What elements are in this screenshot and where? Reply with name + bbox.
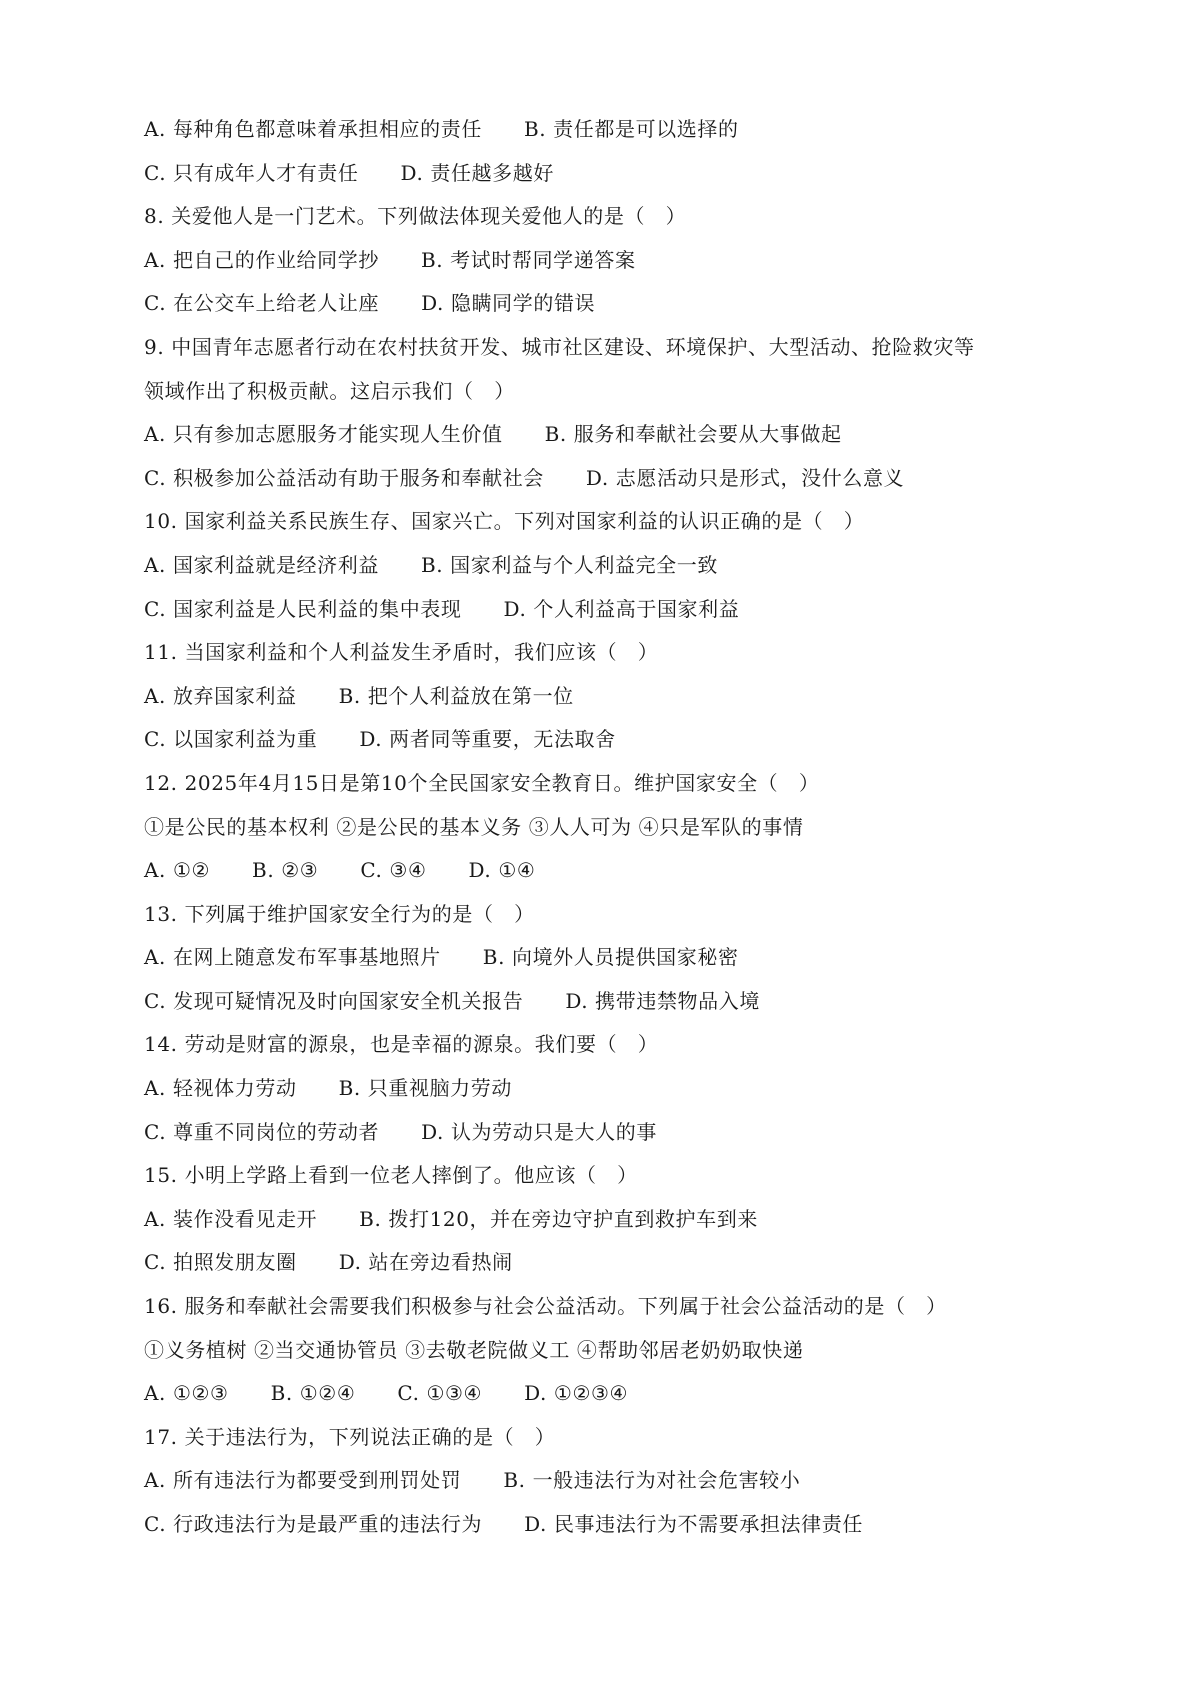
answer-option: D. 民事违法行为不需要承担法律责任 [524,1512,863,1536]
answer-option: C. 在公交车上给老人让座 [144,291,380,316]
question-text: 13. 下列属于维护国家安全行为的是（ ） [144,901,535,926]
answer-option: B. 国家利益与个人利益完全一致 [420,552,718,577]
answer-option: D. 志愿活动只是形式，没什么意义 [585,465,905,490]
answer-option: A. 装作没看见走开 [144,1206,318,1231]
options-row [144,849,1064,893]
answer-option: D. 两者同等重要，无法取舍 [359,727,616,752]
answer-option: A. 所有违法行为都要受到刑罚处罚 [144,1468,462,1493]
answer-option: C. 只有成年人才有责任 [144,160,359,185]
answer-option: D. 认为劳动只是大人的事 [421,1119,657,1144]
answer-option: A. 轻视体力劳动 [144,1076,297,1101]
answer-option: D. 携带违禁物品入境 [565,988,760,1013]
answer-option: D. ①④ [468,858,536,883]
question-text: 11. 当国家利益和个人利益发生矛盾时，我们应该（ ） [144,640,659,665]
answer-option: B. ①②④ [270,1381,356,1406]
options-row [144,1372,1064,1416]
answer-option: A. 在网上随意发布军事基地照片 [144,945,441,970]
options-row [144,1241,1064,1285]
options-row [144,152,1064,196]
answer-option: C. ①③④ [397,1381,483,1406]
options-row [144,544,1064,588]
options-row [144,1198,1064,1242]
question-text: 14. 劳动是财富的源泉，也是幸福的源泉。我们要（ ） [144,1032,659,1057]
answer-option: C. ③④ [360,858,427,883]
answer-option: D. 隐瞒同学的错误 [421,291,596,316]
answer-option: B. 一般违法行为对社会危害较小 [503,1468,801,1493]
question-text: 15. 小明上学路上看到一位老人摔倒了。他应该（ ） [144,1163,638,1188]
answer-option: D. 个人利益高于国家利益 [503,596,740,621]
options-row [144,1459,1064,1503]
answer-option: C. 以国家利益为重 [144,727,318,752]
answer-option: A. 只有参加志愿服务才能实现人生价值 [144,422,503,447]
options-row [144,108,1064,152]
answer-option: A. 放弃国家利益 [144,683,297,708]
options-row [144,282,1064,326]
answer-option: D. ①②③④ [524,1381,629,1406]
answer-option: C. 国家利益是人民利益的集中表现 [144,596,462,621]
options-row [144,1111,1064,1155]
answer-option: B. 服务和奉献社会要从大事做起 [544,422,842,447]
statement-list: ①义务植树 ②当交通协管员 ③去敬老院做义工 ④帮助邻居老奶奶取快递 [144,1337,804,1362]
options-row [144,936,1064,980]
answer-option: A. ①②③ [144,1381,229,1406]
question-text: 12. 2025年4月15日是第10个全民国家安全教育日。维护国家安全（ ） [144,770,820,795]
question-text: 9. 中国青年志愿者行动在农村扶贫开发、城市社区建设、环境保护、大型活动、抢险救灾等 [144,334,975,359]
answer-option: B. 把个人利益放在第一位 [338,683,574,708]
options-row [144,413,1064,457]
answer-option: B. 向境外人员提供国家秘密 [482,945,739,970]
options-row [144,980,1064,1024]
options-row [144,675,1064,719]
question-text: 8. 关爱他人是一门艺术。下列做法体现关爱他人的是（ ） [144,204,687,229]
options-row [144,457,1064,501]
answer-option: D. 责任越多越好 [400,160,554,185]
question-text: 10. 国家利益关系民族生存、国家兴亡。下列对国家利益的认识正确的是（ ） [144,509,865,534]
answer-option: A. ①② [144,858,211,883]
answer-option: B. 考试时帮同学递答案 [420,247,636,272]
answer-option: B. 只重视脑力劳动 [338,1076,512,1101]
answer-option: A. 国家利益就是经济利益 [144,552,379,577]
answer-option: C. 行政违法行为是最严重的违法行为 [144,1512,483,1536]
answer-option: C. 尊重不同岗位的劳动者 [144,1119,380,1144]
answer-option: A. 每种角色都意味着承担相应的责任 [144,117,482,141]
answer-option: C. 拍照发朋友圈 [144,1250,297,1275]
question-text: 16. 服务和奉献社会需要我们积极参与社会公益活动。下列属于社会公益活动的是（ ） [144,1294,947,1319]
answer-option: B. ②③ [252,858,319,883]
options-row [144,718,1064,762]
options-row [144,1067,1064,1111]
options-row [144,588,1064,632]
answer-option: B. 拨打120，并在旁边守护直到救护车到来 [359,1206,758,1231]
question-text: 17. 关于违法行为，下列说法正确的是（ ） [144,1424,556,1449]
answer-option: B. 责任都是可以选择的 [523,117,739,141]
answer-option: C. 积极参加公益活动有助于服务和奉献社会 [144,465,544,490]
options-row [144,239,1064,283]
exam-page [144,108,1064,1547]
answer-option: A. 把自己的作业给同学抄 [144,247,379,272]
question-text: 领域作出了积极贡献。这启示我们（ ） [144,378,515,403]
answer-option: D. 站在旁边看热闹 [338,1250,513,1275]
answer-option: C. 发现可疑情况及时向国家安全机关报告 [144,988,524,1013]
statement-list: ①是公民的基本权利 ②是公民的基本义务 ③人人可为 ④只是军队的事情 [144,814,804,839]
options-row [144,1503,1064,1547]
